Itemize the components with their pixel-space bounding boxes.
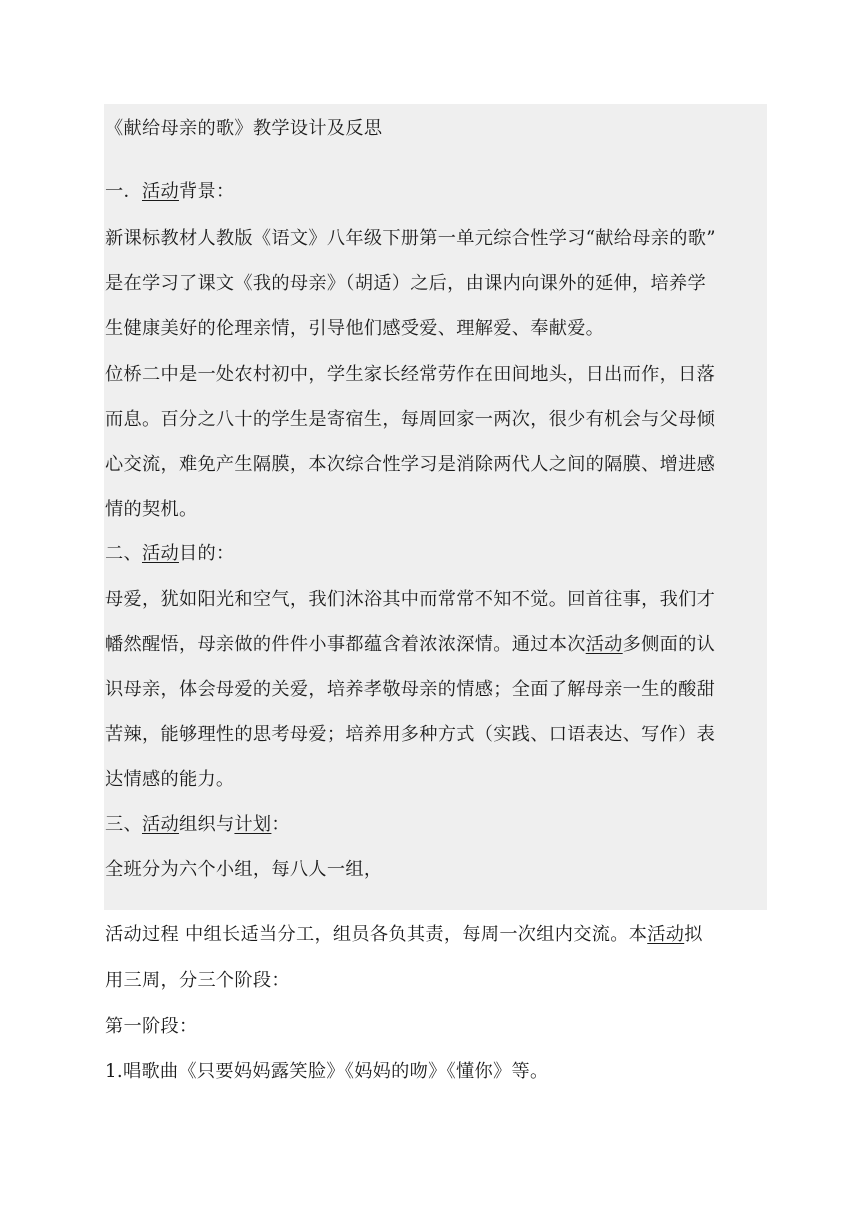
paragraph-line: 用三周，分三个阶段： <box>105 970 290 991</box>
paragraph-line: 识母亲，体会母爱的关爱，培养孝敬母亲的情感；全面了解母亲一生的酸甜 <box>105 679 716 700</box>
paragraph-line: 而息。百分之八十的学生是寄宿生，每周回家一两次，很少有机会与父母倾 <box>105 409 716 430</box>
section-heading-plan <box>105 814 770 836</box>
paragraph-line <box>105 924 770 946</box>
paragraph-line: 新课标教材人教版《语文》八年级下册第一单元综合性学习“献给母亲的歌” <box>105 228 716 249</box>
section-heading-purpose <box>105 543 770 565</box>
stage-heading: 第一阶段： <box>105 1016 198 1037</box>
section-heading-background <box>105 181 770 203</box>
paragraph-line: 情的契机。 <box>105 499 198 520</box>
list-item <box>105 1061 770 1083</box>
text-span: 幡然醒悟，母亲做的件件小事都蕴含着浓浓深情。通过本次 <box>105 634 586 655</box>
paragraph-line: 全班分为六个小组，每八人一组， <box>105 859 383 880</box>
paragraph-line: 母爱，犹如阳光和空气，我们沐浴其中而常常不知不觉。回首往事，我们才 <box>105 589 716 610</box>
paragraph-line: 心交流，难免产生隔膜，本次综合性学习是消除两代人之间的隔膜、增进感 <box>105 454 716 475</box>
underlined-keyword: 活动 <box>141 814 179 835</box>
paragraph-line: 是在学习了课文《我的母亲》（胡适）之后，由课内向课外的延伸，培养学 <box>105 273 706 294</box>
underlined-keyword: 活动 <box>141 543 179 564</box>
section-number: 一． <box>105 181 142 202</box>
section-heading-text: 背景： <box>178 181 235 202</box>
document-title: 《献给母亲的歌》教学设计及反思 <box>105 118 383 139</box>
list-item-text: 唱歌曲《只要妈妈露笑脸》《妈妈的吻》《懂你》等。 <box>122 1061 549 1082</box>
paragraph-line: 位桥二中是一处农村初中，学生家长经常劳作在田间地头，日出而作，日落 <box>105 364 716 385</box>
section-heading-text: ： <box>271 814 290 835</box>
underlined-keyword: 活动 <box>141 181 179 202</box>
underlined-keyword: 计划 <box>234 814 272 835</box>
paragraph-line: 苦辣，能够理性的思考母爱；培养用多种方式（实践、口语表达、写作）表 <box>105 724 716 745</box>
text-span: 多侧面的认 <box>622 634 716 655</box>
list-item-number: 1. <box>105 1061 123 1082</box>
section-heading-text: 组织与 <box>178 814 235 835</box>
text-span: 拟 <box>684 924 703 945</box>
underlined-keyword: 活动 <box>585 634 623 655</box>
paragraph-line <box>105 634 770 656</box>
paragraph-line: 达情感的能力。 <box>105 769 235 790</box>
paragraph-line: 生健康美好的伦理亲情，引导他们感受爱、理解爱、奉献爱。 <box>105 318 605 339</box>
underlined-keyword: 活动 <box>647 924 685 945</box>
section-heading-text: 目的： <box>178 543 235 564</box>
text-span: 活动过程 中组长适当分工，组员各负其责，每周一次组内交流。本 <box>105 924 648 945</box>
section-number: 三、 <box>105 814 142 835</box>
section-number: 二、 <box>105 543 142 564</box>
